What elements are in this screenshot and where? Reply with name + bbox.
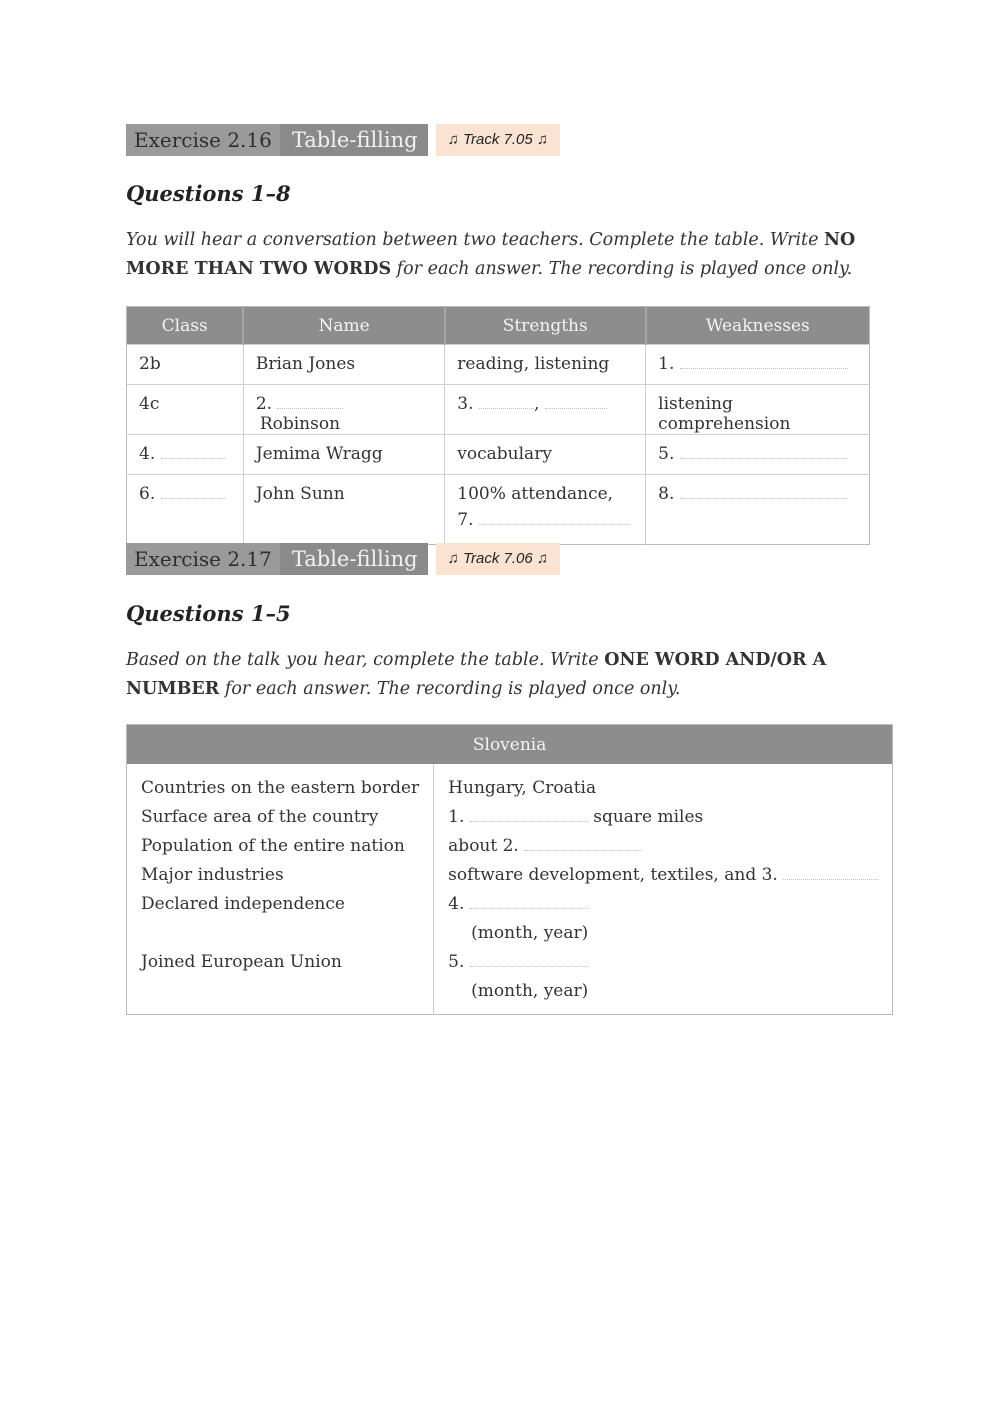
class-cell: 6. [127,475,244,545]
answer-blank-4[interactable] [161,458,225,459]
class-cell: 4c [127,385,244,435]
exercise-type: Table-filling [280,124,428,156]
answer-blank-5[interactable] [680,458,848,459]
row-label: Surface area of the country [141,807,379,827]
exercise-header-2 [126,543,560,575]
hint-text: (month, year) [471,923,589,943]
strengths-cell: 100% attendance, 7. [445,475,646,545]
answer-eu: 5. [448,948,878,977]
answer-area: 1. square miles [448,807,704,827]
strengths-cell: vocabulary [445,435,646,475]
answer-blank-1[interactable] [680,368,848,369]
answer-blank-3[interactable] [783,879,878,880]
answer-blank-4[interactable] [470,908,588,909]
questions-title: Questions 1–8 [126,181,291,206]
strengths-cell: reading, listening [445,345,646,385]
students-table [126,306,870,545]
row-label: Joined European Union [141,952,342,972]
exercise-number: Exercise 2.16 [126,124,280,156]
questions-title: Questions 1–5 [126,601,291,626]
exercise-tag [126,543,428,575]
weakness-cell: 1. [646,345,870,385]
answer-independence: 4. [448,890,878,919]
table-row [127,385,870,435]
exercise-number: Exercise 2.17 [126,543,280,575]
instructions: Based on the talk you hear, complete the table. Write ONE WORD AND/OR A NUMBER for each answer. The recording is played once only. [126,650,827,699]
exercise-tag [126,124,428,156]
answer-blank-2[interactable] [524,850,642,851]
column-header: Weaknesses [646,307,870,345]
audio-track-label[interactable]: ♫ Track 7.05 ♫ [436,124,561,156]
row-label: Countries on the eastern border [141,778,420,798]
answer-blank-2[interactable] [277,408,343,409]
column-header: Name [243,307,444,345]
class-cell: 2b [127,345,244,385]
exercise-type: Table-filling [280,543,428,575]
table-row [127,475,870,545]
answers-column [434,764,893,1015]
answer-blank-5[interactable] [470,966,588,967]
table-row [127,435,870,475]
name-cell: Brian Jones [243,345,444,385]
table-row [127,345,870,385]
answer-blank-3a[interactable] [479,408,534,409]
table-title: Slovenia [127,725,893,765]
answer-blank-1[interactable] [470,821,588,822]
weakness-cell: listening comprehension [646,385,870,435]
answer-population: about 2. [448,832,878,861]
answer-blank-8[interactable] [680,498,848,499]
answer-border: Hungary, Croatia [448,778,597,798]
exercise-header-1 [126,124,560,156]
audio-track-label[interactable]: ♫ Track 7.06 ♫ [436,543,561,575]
row-label: Population of the entire nation [141,836,405,856]
answer-blank-3b[interactable] [545,408,607,409]
class-cell: 4. [127,435,244,475]
slovenia-table [126,724,893,1015]
name-cell: Jemima Wragg [243,435,444,475]
table-header-row [127,307,870,345]
answer-blank-7[interactable] [479,524,629,525]
row-label: Declared independence [141,894,345,914]
row-label: Major industries [141,865,284,885]
column-header: Class [127,307,244,345]
column-header: Strengths [445,307,646,345]
instructions: You will hear a conversation between two teachers. Complete the table. Write NO MORE THAN TWO WORDS for each answer. The recording is played once only. [126,230,856,279]
answer-industries: software development, textiles, and 3. [448,861,878,890]
hint-text: (month, year) [471,981,589,1001]
name-cell: 2. Robinson [243,385,444,435]
labels-column [127,764,434,1015]
weakness-cell: 5. [646,435,870,475]
weakness-cell: 8. [646,475,870,545]
answer-blank-6[interactable] [161,498,225,499]
name-cell: John Sunn [243,475,444,545]
strengths-cell: 3. , [445,385,646,435]
